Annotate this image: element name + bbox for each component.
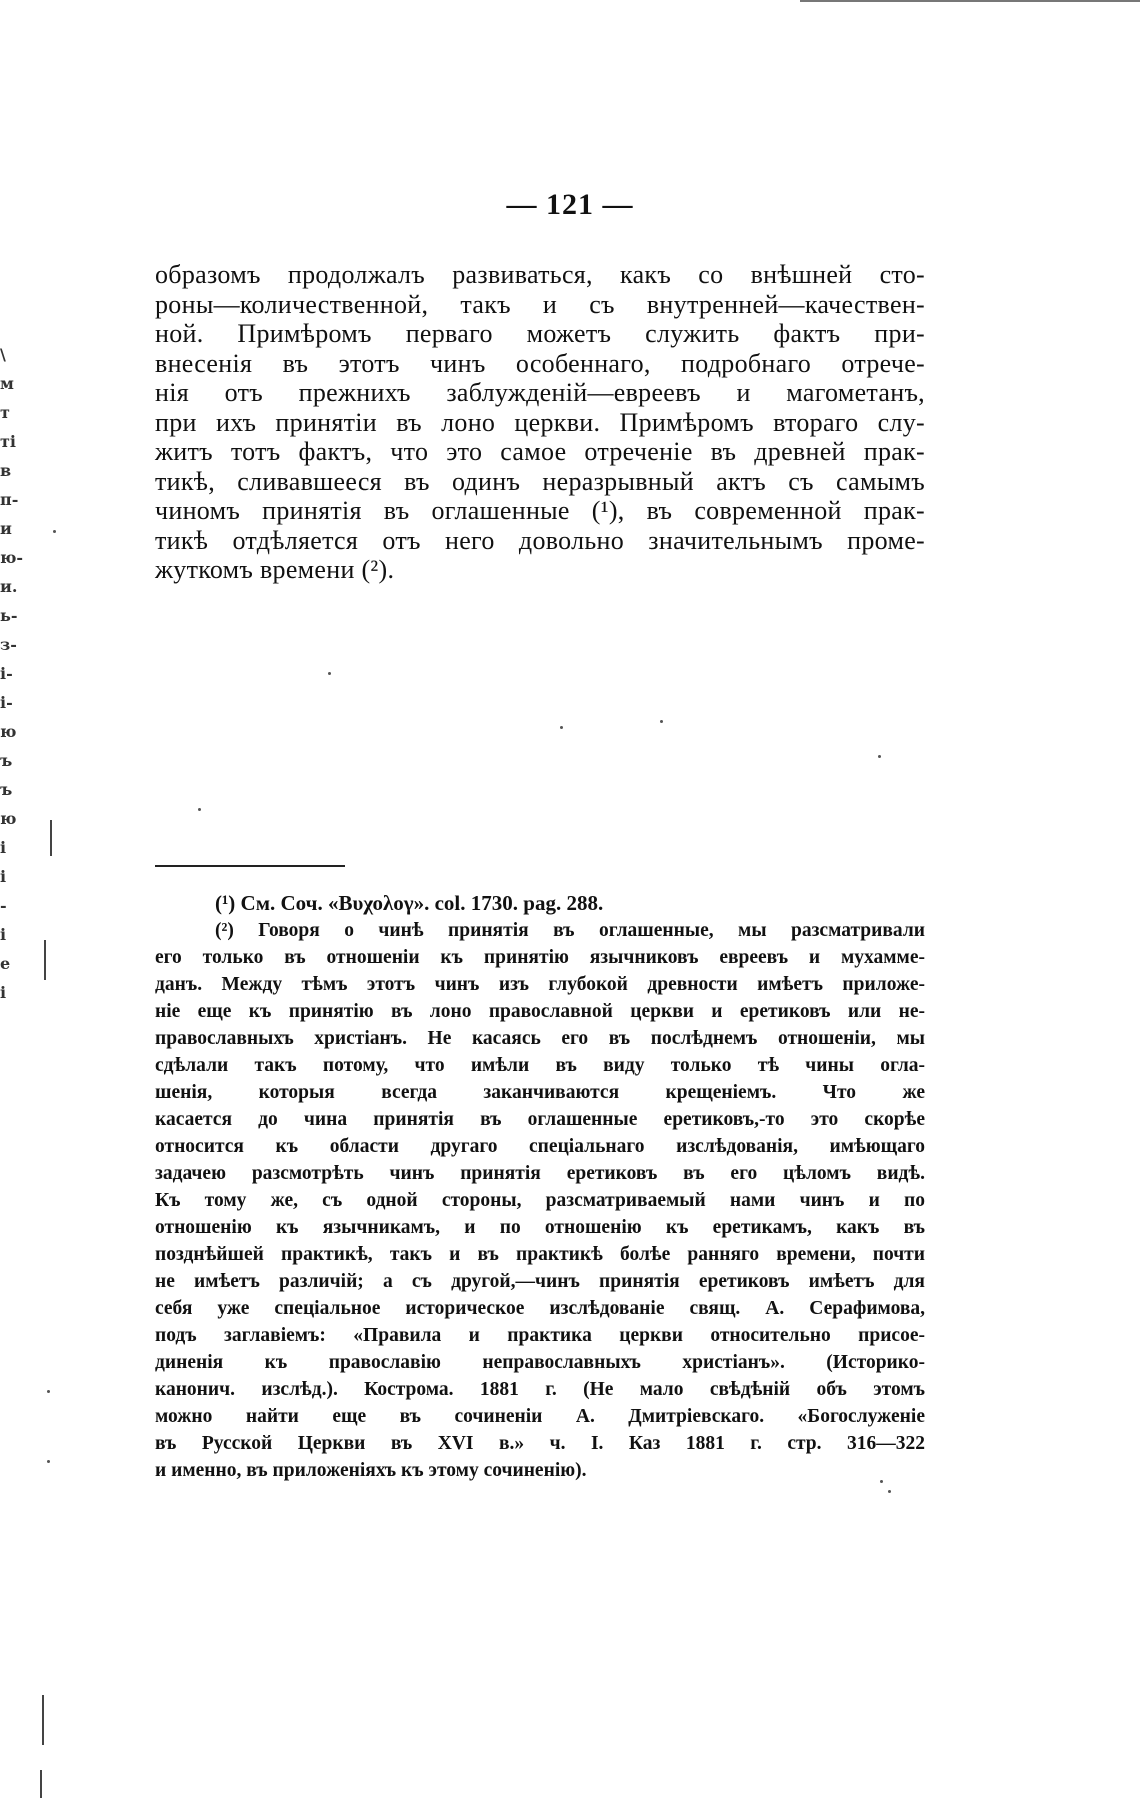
body-line: внесенія въ этотъ чинъ особеннаго, подробнаго отрече-	[155, 348, 925, 378]
margin-glyph: -	[0, 896, 7, 915]
footnote-line: подъ заглавіемъ: «Правила и практика церкви относительно присое-	[155, 1325, 925, 1346]
margin-glyph: і	[0, 838, 7, 857]
footnote-line: можно найти еще въ сочиненіи А. Дмитріевскаго. «Богослуженіе	[155, 1406, 925, 1427]
footnote-line: Къ тому же, съ одной стороны, разсматриваемый нами чинъ и по	[155, 1190, 925, 1211]
margin-glyph: \	[0, 345, 6, 364]
body-line: нія отъ прежнихъ заблужденій—евреевъ и магометанъ,	[155, 378, 925, 407]
margin-glyph: і	[0, 983, 7, 1002]
margin-glyph: і	[0, 867, 7, 886]
footnotes	[155, 890, 925, 1484]
margin-glyph: з-	[0, 635, 17, 654]
margin-glyph: е	[0, 954, 11, 973]
margin-glyph: и	[0, 519, 12, 538]
margin-glyph: ъ	[0, 780, 13, 799]
footnote-line: (²) Говоря о чинѣ принятія въ оглашенные, мы разсматривали	[215, 920, 925, 941]
footnote-line: касается до чина принятія въ оглашенные еретиковъ,-то это скорѣе	[155, 1109, 925, 1130]
footnote-line: и именно, въ приложеніяхъ къ этому сочиненію).	[155, 1460, 587, 1481]
footnote-line: данъ. Между тѣмъ этотъ чинъ изъ глубокой древности имѣетъ приложе-	[155, 974, 925, 995]
margin-glyph: в	[0, 461, 12, 480]
scan-line-mark	[42, 1695, 44, 1745]
footnote-line: не имѣетъ различій; а съ другой,—чинъ принятія еретиковъ имѣетъ для	[155, 1271, 925, 1292]
margin-glyph: т	[0, 403, 10, 422]
body-line: тикѣ, сливавшееся въ одинъ неразрывный актъ съ самымъ	[155, 466, 925, 496]
speck	[47, 1390, 50, 1393]
body-line: жуткомъ времени (²).	[155, 555, 395, 584]
footnote-line: православныхъ христіанъ. Не касаясь его въ послѣднемъ отношеніи, мы	[155, 1028, 925, 1049]
footnote-line: ніе еще къ принятію въ лоно православной церкви и еретиковъ или не-	[155, 1001, 925, 1022]
body-line: ной. Примѣромъ перваго можетъ служить фактъ при-	[155, 319, 925, 348]
footnote-line: въ Русской Церкви въ XVI в.» ч. I. Каз 1881 г. стр. 316—322	[155, 1433, 925, 1454]
footnote-1: (¹) См. Соч. «Βυχολογ». col. 1730. pag. 288.	[215, 891, 604, 915]
speck	[660, 720, 663, 723]
speck	[328, 672, 331, 675]
speck	[560, 726, 563, 729]
margin-glyph: и.	[0, 577, 18, 596]
margin-glyph: ю	[0, 809, 17, 828]
margin-glyph: ъ	[0, 751, 13, 770]
speck	[53, 530, 56, 533]
speck	[47, 1460, 50, 1463]
speck	[198, 808, 201, 811]
footnote-line: его только въ отношеніи къ принятію язычниковъ евреевъ и мухамме-	[155, 947, 925, 968]
margin-glyph: ь-	[0, 606, 18, 625]
scan-line-mark	[800, 0, 1140, 2]
body-line: житъ тотъ фактъ, что это самое отреченіе въ древней прак-	[155, 437, 925, 466]
scan-line-mark	[40, 1770, 42, 1798]
speck	[888, 1490, 891, 1493]
footnote-line: канонич. изслѣд.). Кострома. 1881 г. (Не мало свѣдѣній объ этомъ	[155, 1379, 925, 1400]
body-line: чиномъ принятія въ оглашенные (¹), въ современной прак-	[155, 496, 925, 525]
body-line: тикѣ отдѣляется отъ него довольно значительнымъ проме-	[155, 525, 925, 555]
margin-glyph: ю-	[0, 548, 24, 567]
body-line: роны—количественной, такъ и съ внутренней—качествен-	[155, 289, 925, 319]
left-margin-bleed	[0, 340, 45, 1007]
footnote-line: отношенію къ язычникамъ, и по отношенію къ еретикамъ, какъ въ	[155, 1217, 925, 1238]
footnote-line: позднѣйшей практикѣ, такъ и въ практикѣ болѣе ранняго времени, почти	[155, 1244, 925, 1265]
margin-glyph: і-	[0, 664, 13, 683]
body-line: образомъ продолжалъ развиваться, какъ со внѣшней сто-	[155, 260, 925, 289]
margin-glyph: м	[0, 374, 14, 393]
page-number: — 121 —	[506, 188, 634, 221]
footnote-line: задачею разсмотрѣть чинъ принятія еретиковъ въ его цѣломъ видѣ.	[155, 1163, 925, 1184]
scan-line-mark	[44, 940, 46, 980]
footnote-separator	[155, 865, 345, 867]
margin-glyph: і-	[0, 693, 13, 712]
footnote-line: диненія къ православію неправославныхъ христіанъ». (Историко-	[155, 1352, 925, 1373]
scan-line-mark	[50, 820, 52, 856]
body-line: при ихъ принятіи въ лоно церкви. Примѣромъ втораго слу-	[155, 407, 925, 437]
footnote-line: шенія, которыя всегда заканчиваются крещеніемъ. Что же	[155, 1082, 925, 1103]
margin-glyph: ю	[0, 722, 17, 741]
footnote-line: относится къ области другаго спеціальнаго изслѣдованія, имѣющаго	[155, 1136, 925, 1157]
margin-glyph: і	[0, 925, 7, 944]
footnote-line: себя уже спеціальное историческое изслѣдованіе свящ. А. Серафимова,	[155, 1298, 925, 1319]
speck	[878, 755, 881, 758]
margin-glyph: п-	[0, 490, 19, 509]
body-text	[155, 260, 925, 585]
speck	[880, 1480, 883, 1483]
footnote-line: сдѣлали такъ потому, что имѣли въ виду только тѣ чины огла-	[155, 1055, 925, 1076]
margin-glyph: ті	[0, 432, 16, 451]
